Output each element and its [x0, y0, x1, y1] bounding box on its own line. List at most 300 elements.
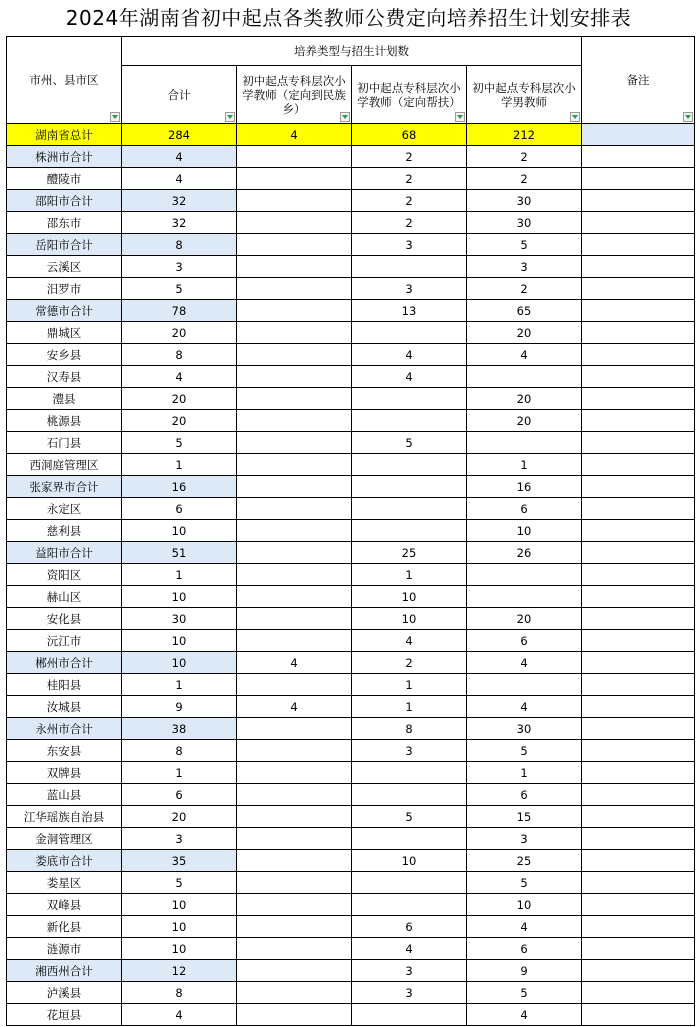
cell-region-name[interactable]: 云溪区	[7, 256, 122, 278]
cell-minzu[interactable]: 4	[237, 124, 352, 146]
cell-bangfu[interactable]: 10	[352, 586, 467, 608]
cell-male[interactable]: 9	[467, 960, 582, 982]
cell-remark[interactable]	[582, 806, 695, 828]
cell-bangfu[interactable]: 1	[352, 564, 467, 586]
cell-region-name[interactable]: 醴陵市	[7, 168, 122, 190]
table-row	[7, 608, 695, 630]
header-type-male-label: 初中起点专科层次小学男教师	[472, 80, 576, 109]
cell-total[interactable]: 6	[122, 498, 237, 520]
cell-male[interactable]: 2	[467, 278, 582, 300]
table-row	[7, 982, 695, 1004]
header-total[interactable]	[122, 66, 237, 124]
cell-male[interactable]	[467, 586, 582, 608]
cell-region-name[interactable]: 汨罗市	[7, 278, 122, 300]
cell-total[interactable]: 10	[122, 520, 237, 542]
cell-total[interactable]: 32	[122, 190, 237, 212]
cell-male[interactable]: 4	[467, 652, 582, 674]
cell-remark[interactable]	[582, 586, 695, 608]
cell-minzu[interactable]	[237, 212, 352, 234]
cell-male[interactable]: 20	[467, 410, 582, 432]
header-group-label: 培养类型与招生计划数	[294, 44, 409, 58]
cell-region-name[interactable]: 江华瑶族自治县	[7, 806, 122, 828]
cell-region-name[interactable]: 赫山区	[7, 586, 122, 608]
cell-total[interactable]: 20	[122, 410, 237, 432]
table-row	[7, 278, 695, 300]
plan-table	[6, 36, 695, 1026]
table-row	[7, 828, 695, 850]
cell-total[interactable]: 10	[122, 894, 237, 916]
cell-remark[interactable]	[582, 916, 695, 938]
cell-total[interactable]: 8	[122, 344, 237, 366]
cell-bangfu[interactable]: 4	[352, 344, 467, 366]
cell-minzu[interactable]	[237, 366, 352, 388]
cell-remark[interactable]	[582, 388, 695, 410]
table-row	[7, 740, 695, 762]
cell-minzu[interactable]	[237, 520, 352, 542]
table-row	[7, 696, 695, 718]
cell-male[interactable]: 2	[467, 168, 582, 190]
cell-total[interactable]: 3	[122, 828, 237, 850]
cell-region-name[interactable]: 双峰县	[7, 894, 122, 916]
table-row	[7, 960, 695, 982]
cell-minzu[interactable]	[237, 564, 352, 586]
cell-remark[interactable]	[582, 256, 695, 278]
header-type-minzu-label: 初中起点专科层次小学教师（定向到民族乡）	[242, 73, 346, 116]
table-row	[7, 542, 695, 564]
cell-region-name[interactable]: 涟源市	[7, 938, 122, 960]
cell-region-name[interactable]: 娄星区	[7, 872, 122, 894]
cell-bangfu[interactable]: 2	[352, 652, 467, 674]
cell-bangfu[interactable]: 10	[352, 608, 467, 630]
cell-total[interactable]: 10	[122, 630, 237, 652]
cell-minzu[interactable]	[237, 674, 352, 696]
cell-remark[interactable]	[582, 652, 695, 674]
cell-total[interactable]: 20	[122, 388, 237, 410]
cell-bangfu[interactable]: 2	[352, 168, 467, 190]
header-region-label: 市州、县市区	[29, 73, 99, 87]
table-row	[7, 322, 695, 344]
cell-male[interactable]	[467, 674, 582, 696]
cell-total[interactable]: 10	[122, 586, 237, 608]
cell-minzu[interactable]	[237, 806, 352, 828]
cell-region-name[interactable]: 资阳区	[7, 564, 122, 586]
cell-bangfu[interactable]	[352, 476, 467, 498]
table-row	[7, 300, 695, 322]
cell-bangfu[interactable]	[352, 388, 467, 410]
cell-male[interactable]: 20	[467, 388, 582, 410]
table-row	[7, 1004, 695, 1026]
cell-remark[interactable]	[582, 212, 695, 234]
cell-remark[interactable]	[582, 234, 695, 256]
cell-bangfu[interactable]	[352, 872, 467, 894]
cell-remark[interactable]	[582, 432, 695, 454]
cell-male[interactable]: 3	[467, 256, 582, 278]
cell-bangfu[interactable]: 13	[352, 300, 467, 322]
cell-bangfu[interactable]: 2	[352, 146, 467, 168]
cell-male[interactable]: 16	[467, 476, 582, 498]
cell-remark[interactable]	[582, 476, 695, 498]
filter-dropdown-icon[interactable]	[340, 112, 350, 122]
cell-male[interactable]: 30	[467, 212, 582, 234]
cell-minzu[interactable]	[237, 410, 352, 432]
cell-total[interactable]: 8	[122, 740, 237, 762]
cell-minzu[interactable]	[237, 432, 352, 454]
header-total-label: 合计	[167, 87, 191, 102]
cell-bangfu[interactable]	[352, 520, 467, 542]
cell-total[interactable]: 10	[122, 652, 237, 674]
cell-bangfu[interactable]: 3	[352, 740, 467, 762]
cell-region-name[interactable]: 永定区	[7, 498, 122, 520]
cell-minzu[interactable]	[237, 982, 352, 1004]
cell-region-name[interactable]: 汉寿县	[7, 366, 122, 388]
cell-bangfu[interactable]: 3	[352, 982, 467, 1004]
cell-region-name[interactable]: 桃源县	[7, 410, 122, 432]
cell-remark[interactable]	[582, 850, 695, 872]
cell-minzu[interactable]	[237, 586, 352, 608]
cell-male[interactable]: 4	[467, 344, 582, 366]
cell-bangfu[interactable]: 6	[352, 916, 467, 938]
cell-remark[interactable]	[582, 190, 695, 212]
cell-region-name[interactable]: 郴州市合计	[7, 652, 122, 674]
cell-remark[interactable]	[582, 542, 695, 564]
cell-male[interactable]: 1	[467, 454, 582, 476]
cell-total[interactable]: 16	[122, 476, 237, 498]
cell-male[interactable]: 5	[467, 872, 582, 894]
cell-remark[interactable]	[582, 454, 695, 476]
filter-dropdown-icon[interactable]	[455, 112, 465, 122]
cell-minzu[interactable]: 4	[237, 696, 352, 718]
cell-remark[interactable]	[582, 146, 695, 168]
cell-minzu[interactable]	[237, 234, 352, 256]
cell-total[interactable]: 6	[122, 784, 237, 806]
cell-male[interactable]: 4	[467, 696, 582, 718]
cell-bangfu[interactable]: 68	[352, 124, 467, 146]
cell-total[interactable]: 1	[122, 454, 237, 476]
cell-total[interactable]: 30	[122, 608, 237, 630]
cell-bangfu[interactable]: 5	[352, 432, 467, 454]
cell-region-name[interactable]: 娄底市合计	[7, 850, 122, 872]
cell-total[interactable]: 284	[122, 124, 237, 146]
cell-region-name[interactable]: 桂阳县	[7, 674, 122, 696]
cell-region-name[interactable]: 益阳市合计	[7, 542, 122, 564]
cell-total[interactable]: 20	[122, 806, 237, 828]
table-row	[7, 498, 695, 520]
cell-bangfu[interactable]: 8	[352, 718, 467, 740]
cell-remark[interactable]	[582, 278, 695, 300]
cell-remark[interactable]	[582, 498, 695, 520]
cell-region-name[interactable]: 株洲市合计	[7, 146, 122, 168]
cell-region-name[interactable]: 双牌县	[7, 762, 122, 784]
cell-male[interactable]: 3	[467, 828, 582, 850]
cell-remark[interactable]	[582, 300, 695, 322]
cell-remark[interactable]	[582, 762, 695, 784]
cell-remark[interactable]	[582, 982, 695, 1004]
cell-minzu[interactable]	[237, 1004, 352, 1026]
cell-bangfu[interactable]: 10	[352, 850, 467, 872]
cell-region-name[interactable]: 西洞庭管理区	[7, 454, 122, 476]
cell-minzu[interactable]	[237, 762, 352, 784]
cell-bangfu[interactable]	[352, 1004, 467, 1026]
cell-region-name[interactable]: 澧县	[7, 388, 122, 410]
cell-bangfu[interactable]	[352, 454, 467, 476]
cell-total[interactable]: 1	[122, 762, 237, 784]
cell-total[interactable]: 5	[122, 432, 237, 454]
cell-region-name[interactable]: 慈利县	[7, 520, 122, 542]
cell-minzu[interactable]	[237, 498, 352, 520]
cell-bangfu[interactable]: 4	[352, 366, 467, 388]
cell-region-name[interactable]: 蓝山县	[7, 784, 122, 806]
table-row	[7, 146, 695, 168]
cell-male[interactable]: 65	[467, 300, 582, 322]
cell-male[interactable]	[467, 564, 582, 586]
cell-remark[interactable]	[582, 410, 695, 432]
cell-male[interactable]	[467, 432, 582, 454]
cell-remark[interactable]	[582, 168, 695, 190]
cell-male[interactable]: 212	[467, 124, 582, 146]
cell-remark[interactable]	[582, 938, 695, 960]
cell-minzu[interactable]	[237, 938, 352, 960]
cell-region-name[interactable]: 安化县	[7, 608, 122, 630]
filter-dropdown-icon[interactable]	[683, 112, 693, 122]
cell-bangfu[interactable]	[352, 256, 467, 278]
cell-total[interactable]: 78	[122, 300, 237, 322]
header-type-bangfu-label: 初中起点专科层次小学教师（定向帮扶）	[357, 80, 461, 109]
cell-male[interactable]	[467, 366, 582, 388]
cell-minzu[interactable]: 4	[237, 652, 352, 674]
cell-bangfu[interactable]	[352, 410, 467, 432]
cell-male[interactable]: 6	[467, 784, 582, 806]
cell-total[interactable]: 3	[122, 256, 237, 278]
table-row	[7, 850, 695, 872]
cell-remark[interactable]	[582, 1004, 695, 1026]
cell-minzu[interactable]	[237, 894, 352, 916]
cell-region-name[interactable]: 安乡县	[7, 344, 122, 366]
cell-male[interactable]: 4	[467, 1004, 582, 1026]
cell-male[interactable]: 30	[467, 718, 582, 740]
table-row	[7, 410, 695, 432]
cell-total[interactable]: 4	[122, 1004, 237, 1026]
header-type-minzu[interactable]	[237, 66, 352, 124]
header-region[interactable]	[7, 37, 122, 124]
cell-region-name[interactable]: 泸溪县	[7, 982, 122, 1004]
cell-male[interactable]: 2	[467, 146, 582, 168]
page-title: 2024年湖南省初中起点各类教师公费定向培养招生计划安排表	[65, 6, 632, 30]
cell-minzu[interactable]	[237, 454, 352, 476]
header-remark-label: 备注	[626, 73, 650, 87]
cell-region-name[interactable]: 石门县	[7, 432, 122, 454]
cell-remark[interactable]	[582, 564, 695, 586]
cell-total[interactable]: 5	[122, 872, 237, 894]
cell-total[interactable]: 1	[122, 674, 237, 696]
cell-total[interactable]: 20	[122, 322, 237, 344]
cell-remark[interactable]	[582, 960, 695, 982]
cell-minzu[interactable]	[237, 828, 352, 850]
table-row	[7, 916, 695, 938]
cell-male[interactable]: 6	[467, 498, 582, 520]
cell-region-name[interactable]: 岳阳市合计	[7, 234, 122, 256]
cell-total[interactable]: 8	[122, 234, 237, 256]
cell-total[interactable]: 8	[122, 982, 237, 1004]
cell-total[interactable]: 1	[122, 564, 237, 586]
table-row	[7, 784, 695, 806]
cell-remark[interactable]	[582, 784, 695, 806]
cell-minzu[interactable]	[237, 850, 352, 872]
cell-total[interactable]: 4	[122, 146, 237, 168]
cell-region-name[interactable]: 邵东市	[7, 212, 122, 234]
cell-remark[interactable]	[582, 124, 695, 146]
cell-minzu[interactable]	[237, 872, 352, 894]
cell-region-name[interactable]: 金洞管理区	[7, 828, 122, 850]
cell-minzu[interactable]	[237, 146, 352, 168]
cell-remark[interactable]	[582, 674, 695, 696]
cell-bangfu[interactable]: 1	[352, 696, 467, 718]
cell-region-name[interactable]: 张家界市合计	[7, 476, 122, 498]
cell-region-name[interactable]: 湘西州合计	[7, 960, 122, 982]
cell-region-name[interactable]: 汝城县	[7, 696, 122, 718]
cell-minzu[interactable]	[237, 168, 352, 190]
cell-male[interactable]: 26	[467, 542, 582, 564]
cell-region-name[interactable]: 常德市合计	[7, 300, 122, 322]
cell-bangfu[interactable]	[352, 784, 467, 806]
cell-total[interactable]: 51	[122, 542, 237, 564]
table-row	[7, 520, 695, 542]
table-row	[7, 718, 695, 740]
cell-remark[interactable]	[582, 322, 695, 344]
cell-region-name[interactable]: 鼎城区	[7, 322, 122, 344]
cell-bangfu[interactable]: 5	[352, 806, 467, 828]
cell-remark[interactable]	[582, 344, 695, 366]
cell-total[interactable]: 38	[122, 718, 237, 740]
cell-region-name[interactable]: 邵阳市合计	[7, 190, 122, 212]
cell-total[interactable]: 35	[122, 850, 237, 872]
table-row	[7, 256, 695, 278]
cell-minzu[interactable]	[237, 388, 352, 410]
header-type-male[interactable]	[467, 66, 582, 124]
cell-bangfu[interactable]: 2	[352, 212, 467, 234]
table-row	[7, 454, 695, 476]
cell-minzu[interactable]	[237, 740, 352, 762]
cell-minzu[interactable]	[237, 718, 352, 740]
cell-male[interactable]: 10	[467, 520, 582, 542]
cell-total[interactable]: 32	[122, 212, 237, 234]
cell-minzu[interactable]	[237, 278, 352, 300]
cell-minzu[interactable]	[237, 960, 352, 982]
cell-region-name[interactable]: 沅江市	[7, 630, 122, 652]
cell-total[interactable]: 12	[122, 960, 237, 982]
cell-male[interactable]: 25	[467, 850, 582, 872]
cell-male[interactable]: 5	[467, 982, 582, 1004]
cell-remark[interactable]	[582, 608, 695, 630]
table-row	[7, 872, 695, 894]
cell-region-name[interactable]: 花垣县	[7, 1004, 122, 1026]
cell-minzu[interactable]	[237, 300, 352, 322]
cell-male[interactable]: 6	[467, 630, 582, 652]
cell-remark[interactable]	[582, 828, 695, 850]
cell-male[interactable]: 10	[467, 894, 582, 916]
table-row	[7, 124, 695, 146]
cell-region-name[interactable]: 永州市合计	[7, 718, 122, 740]
cell-remark[interactable]	[582, 696, 695, 718]
cell-bangfu[interactable]	[352, 322, 467, 344]
cell-minzu[interactable]	[237, 608, 352, 630]
cell-male[interactable]: 15	[467, 806, 582, 828]
cell-male[interactable]: 20	[467, 322, 582, 344]
cell-minzu[interactable]	[237, 784, 352, 806]
header-type-bangfu[interactable]	[352, 66, 467, 124]
table-row	[7, 388, 695, 410]
cell-bangfu[interactable]: 4	[352, 630, 467, 652]
cell-bangfu[interactable]	[352, 894, 467, 916]
cell-bangfu[interactable]: 25	[352, 542, 467, 564]
cell-male[interactable]: 5	[467, 234, 582, 256]
header-group	[122, 37, 582, 66]
cell-male[interactable]: 1	[467, 762, 582, 784]
cell-region-name[interactable]: 湖南省总计	[7, 124, 122, 146]
cell-total[interactable]: 4	[122, 168, 237, 190]
filter-dropdown-icon[interactable]	[110, 112, 120, 122]
cell-total[interactable]: 5	[122, 278, 237, 300]
cell-total[interactable]: 10	[122, 938, 237, 960]
cell-male[interactable]: 6	[467, 938, 582, 960]
cell-remark[interactable]	[582, 872, 695, 894]
table-row	[7, 564, 695, 586]
cell-minzu[interactable]	[237, 476, 352, 498]
cell-bangfu[interactable]: 4	[352, 938, 467, 960]
table-row	[7, 674, 695, 696]
cell-minzu[interactable]	[237, 256, 352, 278]
cell-male[interactable]: 20	[467, 608, 582, 630]
cell-male[interactable]: 30	[467, 190, 582, 212]
cell-region-name[interactable]: 东安县	[7, 740, 122, 762]
cell-bangfu[interactable]: 3	[352, 278, 467, 300]
table-row	[7, 234, 695, 256]
cell-remark[interactable]	[582, 740, 695, 762]
cell-bangfu[interactable]: 3	[352, 234, 467, 256]
cell-male[interactable]: 5	[467, 740, 582, 762]
cell-minzu[interactable]	[237, 542, 352, 564]
cell-male[interactable]: 4	[467, 916, 582, 938]
cell-remark[interactable]	[582, 520, 695, 542]
table-row	[7, 344, 695, 366]
cell-bangfu[interactable]	[352, 828, 467, 850]
cell-minzu[interactable]	[237, 916, 352, 938]
table-row	[7, 432, 695, 454]
table-row	[7, 586, 695, 608]
cell-region-name[interactable]: 新化县	[7, 916, 122, 938]
cell-minzu[interactable]	[237, 344, 352, 366]
cell-bangfu[interactable]: 2	[352, 190, 467, 212]
cell-remark[interactable]	[582, 718, 695, 740]
cell-remark[interactable]	[582, 366, 695, 388]
cell-bangfu[interactable]	[352, 498, 467, 520]
cell-total[interactable]: 9	[122, 696, 237, 718]
header-remark[interactable]	[582, 37, 695, 124]
filter-dropdown-icon[interactable]	[570, 112, 580, 122]
cell-minzu[interactable]	[237, 190, 352, 212]
cell-total[interactable]: 10	[122, 916, 237, 938]
cell-bangfu[interactable]	[352, 762, 467, 784]
cell-minzu[interactable]	[237, 630, 352, 652]
cell-remark[interactable]	[582, 894, 695, 916]
cell-bangfu[interactable]: 1	[352, 674, 467, 696]
table-row	[7, 652, 695, 674]
filter-dropdown-icon[interactable]	[225, 112, 235, 122]
cell-remark[interactable]	[582, 630, 695, 652]
cell-minzu[interactable]	[237, 322, 352, 344]
table-row	[7, 894, 695, 916]
cell-bangfu[interactable]: 3	[352, 960, 467, 982]
cell-total[interactable]: 4	[122, 366, 237, 388]
